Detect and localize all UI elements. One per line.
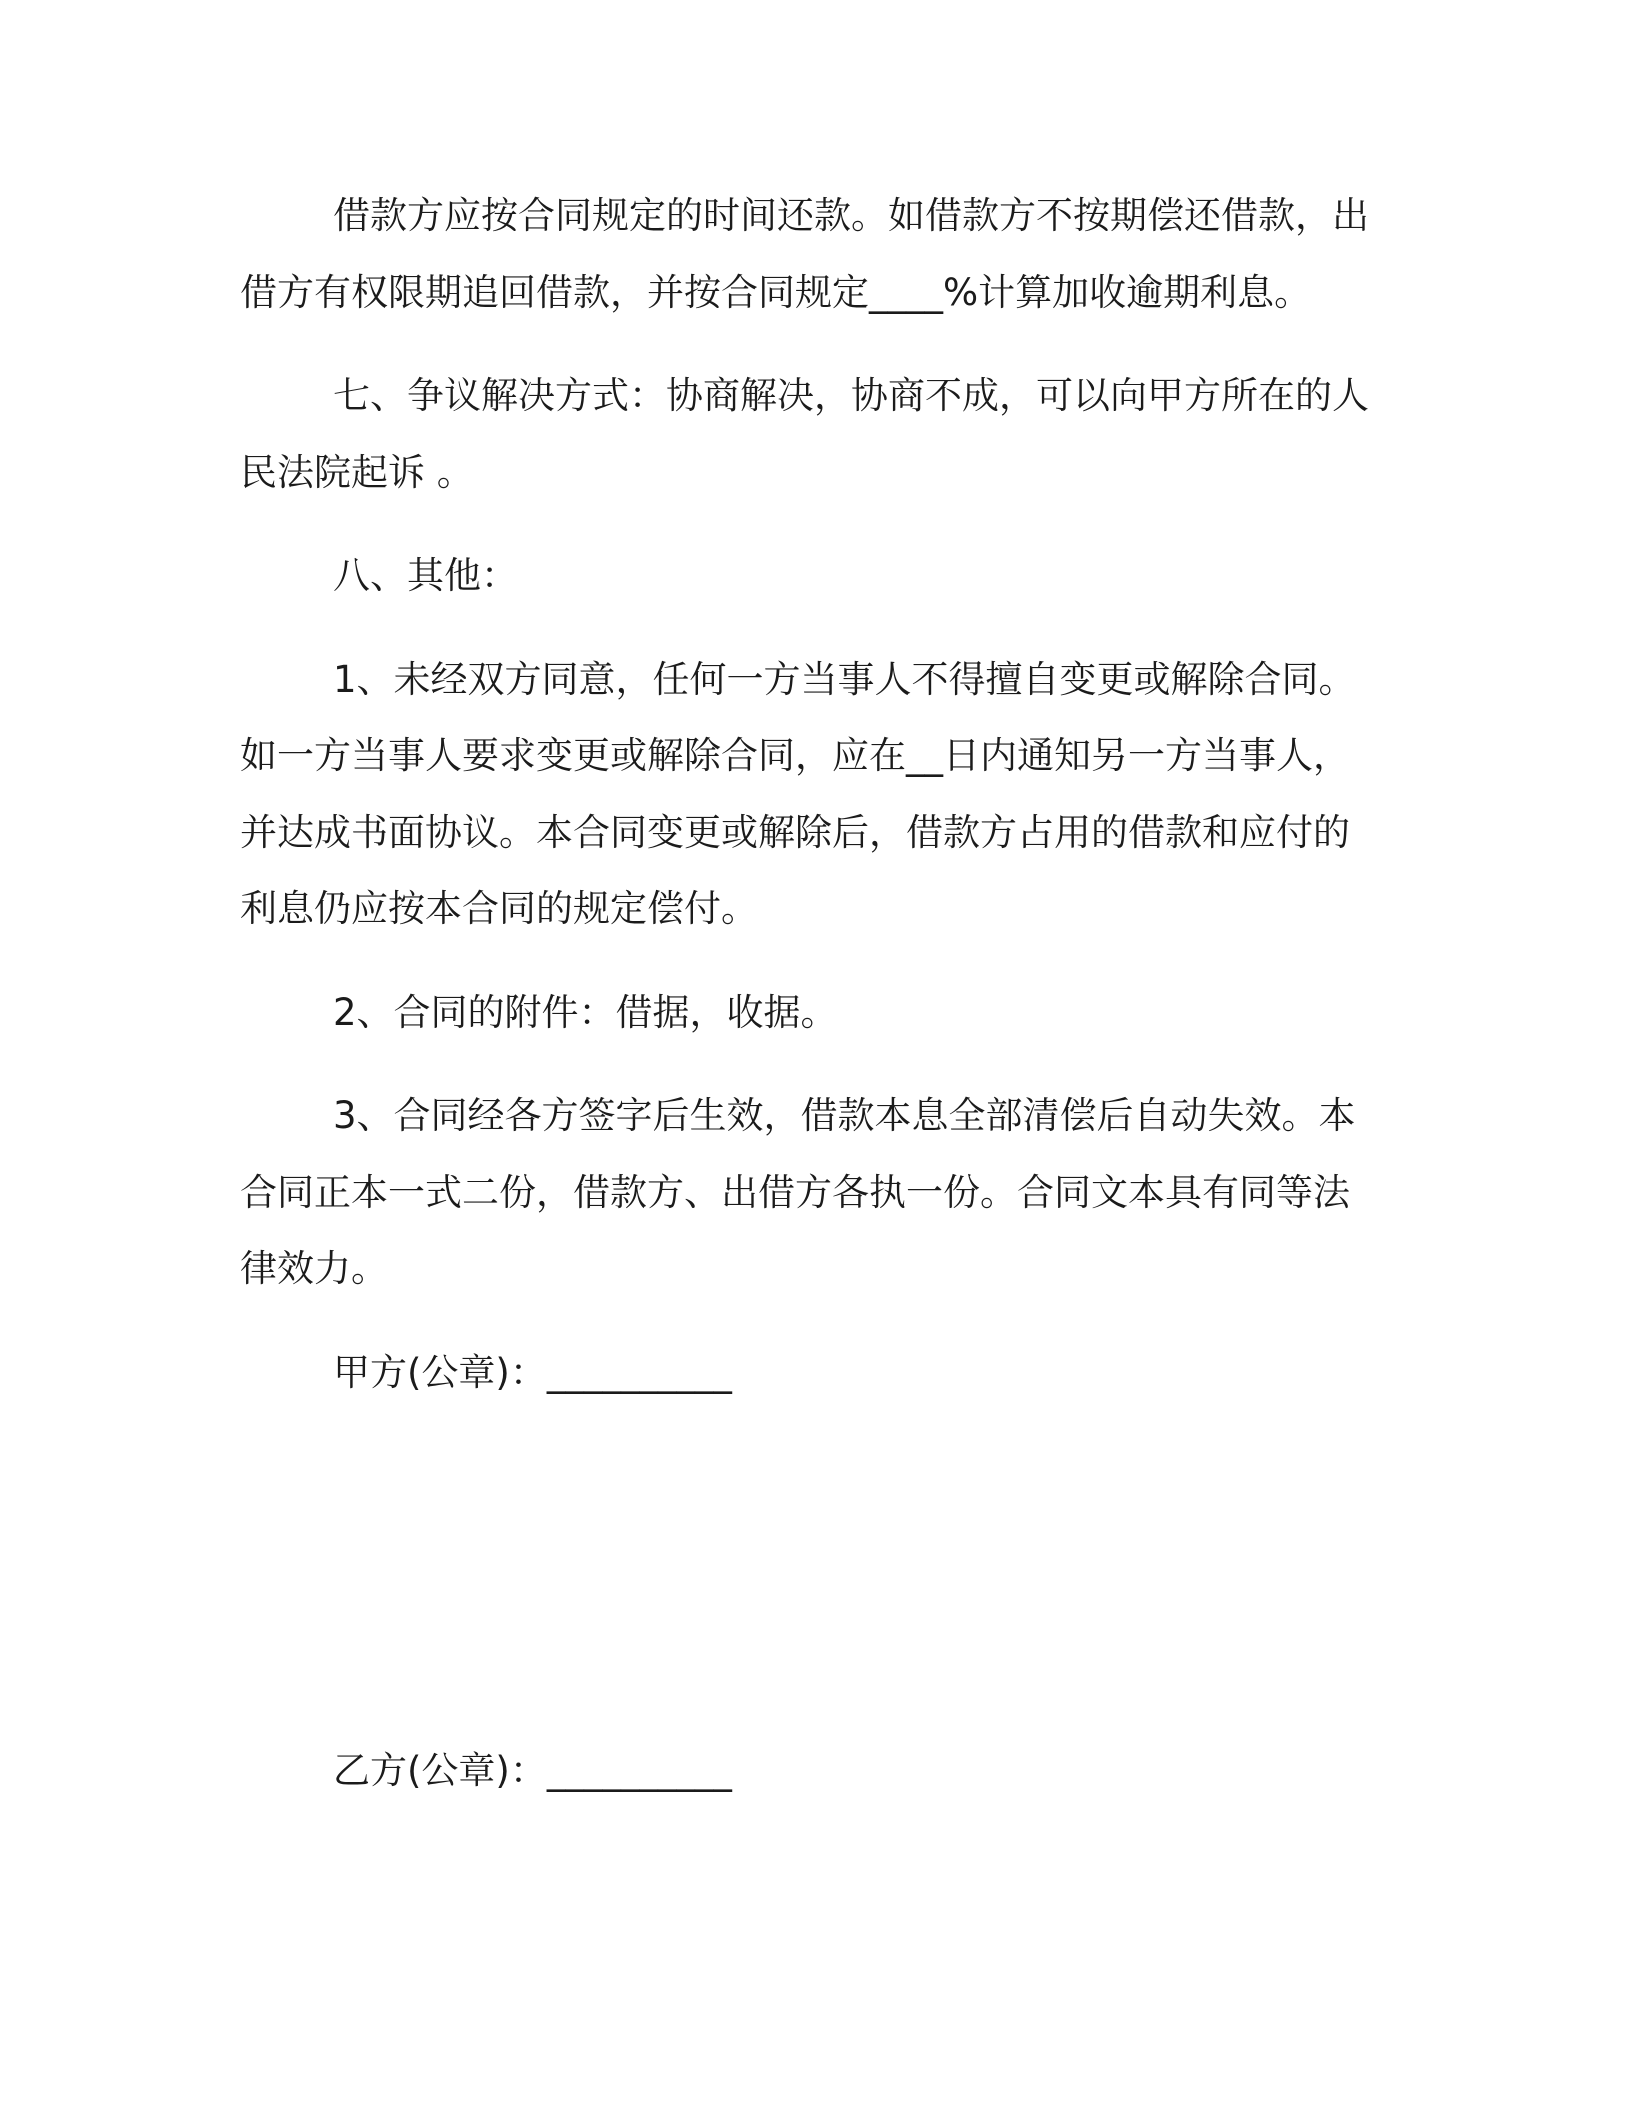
paragraph-clause-2 (240, 975, 1432, 1052)
paragraph-line: 1、未经双方同意，任何一方当事人不得擅自变更或解除合同。 (333, 657, 1356, 701)
paragraph-line: 律效力。 (240, 1247, 388, 1290)
paragraph-line: 3、合同经各方签字后生效，借款本息全部清偿后自动失效。本 (333, 1094, 1356, 1137)
paragraph-line: 借方有权限期追回借款，并按合同规定____%计算加收逾期利息。 (240, 270, 1312, 314)
paragraph-line: 借款方应按合同规定的时间还款。如借款方不按期偿还借款，出 (333, 194, 1369, 237)
section-heading-other (240, 538, 1432, 615)
paragraph-line: 如一方当事人要求变更或解除合同，应在__日内通知另一方当事人， (240, 734, 1350, 777)
signature-party-b (240, 1733, 1432, 1810)
paragraph-line: 合同正本一式二份，借款方、出借方各执一份。合同文本具有同等法 (240, 1170, 1350, 1214)
paragraph-line: 利息仍应按本合同的规定偿付。 (240, 887, 758, 930)
signature-line-party-a: 甲方(公章)：__________ (333, 1350, 732, 1394)
signature-line-party-b: 乙方(公章)：__________ (333, 1749, 732, 1792)
paragraph-line: 八、其他： (333, 554, 518, 597)
paragraph-repayment-terms (240, 178, 1432, 331)
paragraph-clause-1 (240, 642, 1432, 948)
paragraph-dispute-resolution (240, 358, 1432, 511)
paragraph-clause-3 (240, 1078, 1432, 1308)
signature-party-a (240, 1335, 1432, 1412)
paragraph-line: 并达成书面协议。本合同变更或解除后，借款方占用的借款和应付的 (240, 810, 1350, 854)
paragraph-line: 民法院起诉 。 (240, 450, 474, 494)
paragraph-line: 2、合同的附件：借据，收据。 (333, 990, 838, 1034)
paragraph-line: 七、争议解决方式：协商解决，协商不成，可以向甲方所在的人 (333, 374, 1369, 417)
